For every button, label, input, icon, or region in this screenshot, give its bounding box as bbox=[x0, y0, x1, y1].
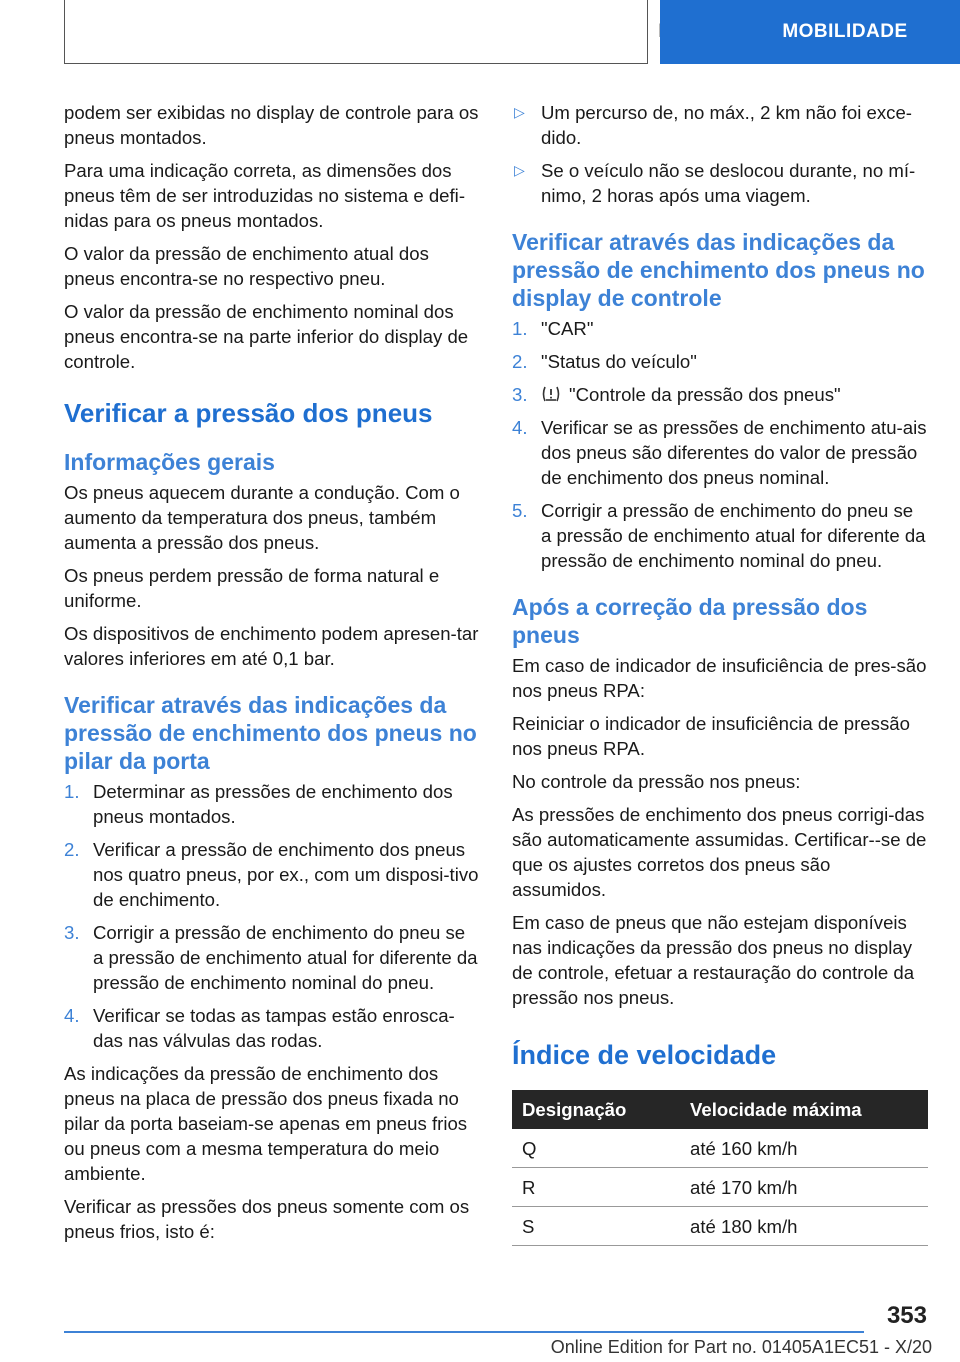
step-number: 4. bbox=[512, 417, 528, 438]
bullet-text: Se o veículo não se deslocou durante, no mí-nimo, 2 horas após uma viagem. bbox=[541, 160, 916, 206]
step-item bbox=[64, 837, 480, 912]
step-text: Verificar se todas as tampas estão enrosca-das nas válvulas das rodas. bbox=[93, 1005, 455, 1051]
table-row bbox=[512, 1207, 928, 1246]
table-row bbox=[512, 1129, 928, 1168]
step-text: Determinar as pressões de enchimento dos pneus montados. bbox=[93, 781, 453, 827]
column-header: Designação bbox=[512, 1090, 680, 1129]
step-number: 2. bbox=[64, 839, 80, 860]
step-number: 3. bbox=[512, 384, 528, 405]
page-number: 353 bbox=[886, 1302, 927, 1329]
display-steps-list bbox=[512, 316, 928, 573]
step-item bbox=[512, 415, 928, 490]
paragraph: Em caso de pneus que não estejam disponíveis nas indicações da pressão dos pneus no display de controle, efetuar a restauração do controle da pressão nos pneus. bbox=[512, 912, 915, 1008]
paragraph: Os dispositivos de enchimento podem apresen-tar valores inferiores em até 0,1 bar. bbox=[64, 623, 479, 669]
step-text: Verificar a pressão de enchimento dos pneus nos quatro pneus, por ex., com um disposi-tivo de enchimento. bbox=[93, 839, 479, 910]
footer-edition: Online Edition for Part no. 01405A1EC51 - X/20 bbox=[550, 1337, 932, 1357]
speed-index-table bbox=[512, 1090, 928, 1246]
subsection-heading: Verificar através das indicações da pressão de enchimento dos pneus no display de controle bbox=[512, 229, 925, 311]
step-item bbox=[512, 316, 928, 341]
step-text: Corrigir a pressão de enchimento do pneu se a pressão de enchimento atual for diferente da pressão de enchimento nominal do pneu. bbox=[541, 500, 926, 571]
step-number: 4. bbox=[64, 1005, 80, 1026]
paragraph: Reiniciar o indicador de insuficiência de pressão nos pneus RPA. bbox=[512, 713, 910, 759]
header-frame bbox=[64, 0, 648, 64]
table-cell: S bbox=[512, 1207, 680, 1246]
paragraph: O valor da pressão de enchimento nominal dos pneus encontra-se na parte inferior do display de controle. bbox=[64, 301, 469, 372]
step-item bbox=[512, 498, 928, 573]
paragraph: Para uma indicação correta, as dimensões dos pneus têm de ser introduzidas no sistema e defi-nidas para os pneus montados. bbox=[64, 160, 466, 231]
step-text: "CAR" bbox=[541, 318, 594, 339]
left-column bbox=[64, 100, 480, 1252]
footer-divider bbox=[64, 1331, 864, 1333]
paragraph: O valor da pressão de enchimento atual dos pneus encontra-se no respectivo pneu. bbox=[64, 243, 429, 289]
table-cell: até 180 km/h bbox=[680, 1207, 928, 1246]
table-row bbox=[512, 1168, 928, 1207]
pillar-steps-list bbox=[64, 779, 480, 1053]
subsection-heading: Após a correção da pressão dos pneus bbox=[512, 594, 868, 648]
step-item bbox=[64, 779, 480, 829]
step-number: 1. bbox=[512, 318, 528, 339]
conditions-list bbox=[512, 100, 928, 208]
paragraph: Em caso de indicador de insuficiência de pres-são nos pneus RPA: bbox=[512, 655, 927, 701]
step-number: 3. bbox=[64, 922, 80, 943]
step-item bbox=[512, 349, 928, 374]
subsection-heading: Informações gerais bbox=[64, 449, 275, 475]
step-text: "Status do veículo" bbox=[541, 351, 697, 372]
step-item bbox=[64, 920, 480, 995]
tire-pressure-warning-icon bbox=[541, 385, 561, 403]
step-text: Verificar se as pressões de enchimento atu-ais dos pneus são diferentes do valor de pressão de enchimento dos pneus nominal. bbox=[541, 417, 927, 488]
bullet-text: Um percurso de, no máx., 2 km não foi exce-dido. bbox=[541, 102, 912, 148]
bullet-triangle-icon: ▷ bbox=[514, 162, 525, 178]
step-number: 2. bbox=[512, 351, 528, 372]
step-text: Corrigir a pressão de enchimento do pneu se a pressão de enchimento atual for diferente da pressão de enchimento nominal do pneu. bbox=[93, 922, 478, 993]
bullet-item bbox=[512, 158, 928, 208]
table-cell: Q bbox=[512, 1129, 680, 1168]
step-number: 1. bbox=[64, 781, 80, 802]
table-cell: até 160 km/h bbox=[680, 1129, 928, 1168]
paragraph: As indicações da pressão de enchimento dos pneus na placa de pressão dos pneus fixada no pilar da porta baseiam-se apenas em pneus frios ou pneus com a mesma temperatura do meio ambiente. bbox=[64, 1063, 468, 1184]
table-cell: R bbox=[512, 1168, 680, 1207]
column-header: Velocidade máxima bbox=[680, 1090, 928, 1129]
subsection-heading: Verificar através das indicações da pressão de enchimento dos pneus no pilar da porta bbox=[64, 692, 477, 774]
bullet-item bbox=[512, 100, 928, 150]
table-cell: até 170 km/h bbox=[680, 1168, 928, 1207]
header-chapter-tab bbox=[660, 0, 960, 64]
chapter-label: MOBILIDADE bbox=[782, 21, 908, 42]
paragraph: Verificar as pressões dos pneus somente com os pneus frios, isto é: bbox=[64, 1196, 470, 1242]
table-header-row bbox=[512, 1090, 928, 1129]
step-item bbox=[64, 1003, 480, 1053]
paragraph: As pressões de enchimento dos pneus corrigi-das são automaticamente assumidas. Certificar--se de que os ajustes corretos dos pneus são assumidos. bbox=[512, 804, 927, 900]
step-item bbox=[512, 382, 928, 407]
step-number: 5. bbox=[512, 500, 528, 521]
right-column bbox=[512, 100, 928, 1246]
section-heading: Verificar a pressão dos pneus bbox=[64, 398, 433, 428]
bullet-triangle-icon: ▷ bbox=[514, 104, 525, 120]
paragraph: No controle da pressão nos pneus: bbox=[512, 771, 801, 792]
paragraph: Os pneus aquecem durante a condução. Com o aumento da temperatura dos pneus, também aumenta a pressão dos pneus. bbox=[64, 482, 460, 553]
paragraph: Os pneus perdem pressão de forma natural e uniforme. bbox=[64, 565, 440, 611]
section-heading: Índice de velocidade bbox=[512, 1040, 777, 1070]
paragraph: podem ser exibidas no display de controle para os pneus montados. bbox=[64, 102, 479, 148]
step-text: "Controle da pressão dos pneus" bbox=[569, 384, 841, 405]
